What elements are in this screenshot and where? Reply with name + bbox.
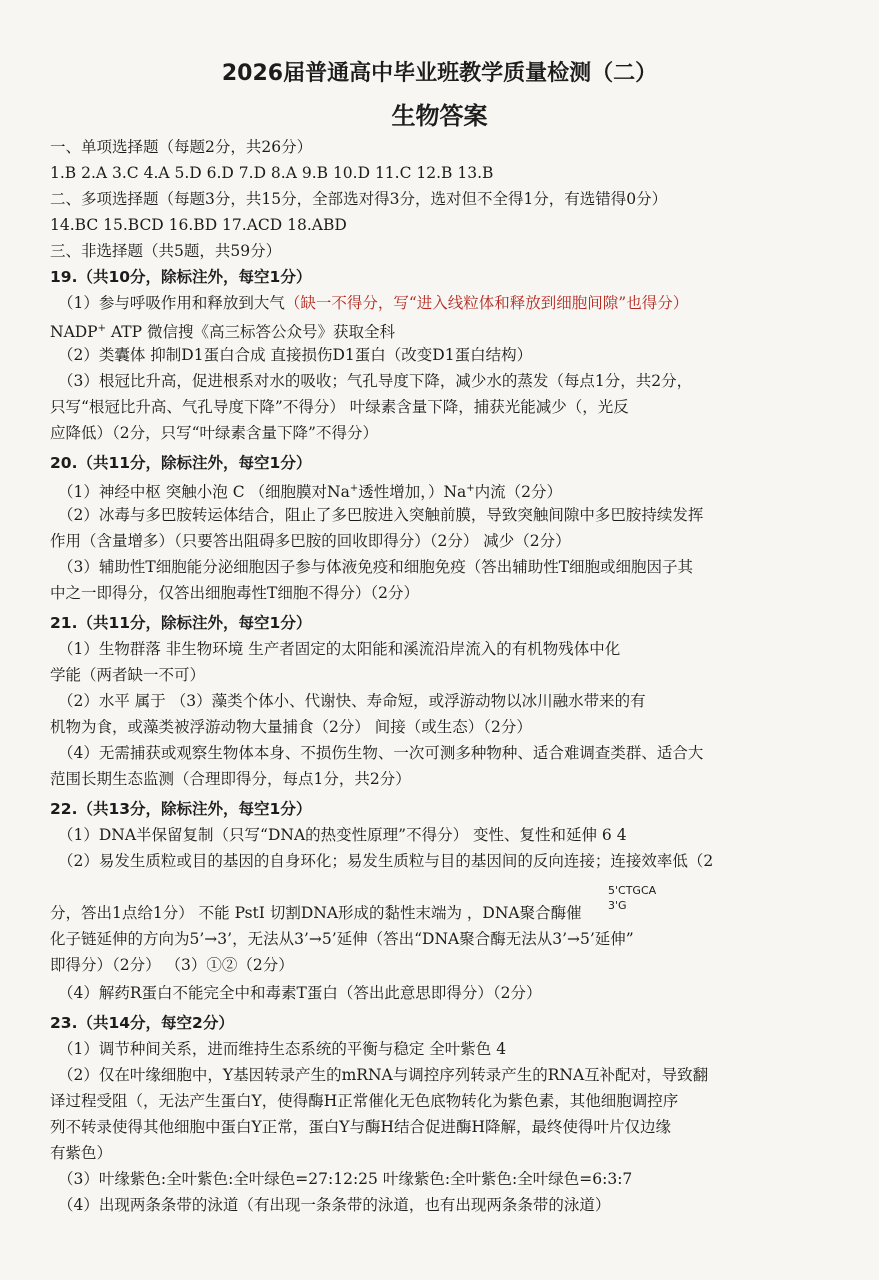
q19-atp-text: ATP 微信搜《高三标答公众号》获取全科 — [106, 323, 395, 342]
q23-line: 译过程受阻（，无法产生蛋白Y，使得酶H正常催化无色底物转化为紫色素，其他细胞调控序 — [50, 1092, 679, 1110]
q20-answer-1: （1）神经中枢 突触小泡 C （细胞膜对Na — [58, 483, 350, 502]
q19-line — [50, 318, 840, 343]
q22-line: 分，答出1点给1分） 不能 PstI 切割DNA形成的黏性末端为 ，DNA聚合酶催 — [50, 904, 582, 922]
q19-line: 应降低）（2分，只写“叶绿素含量下降”不得分） — [50, 424, 378, 442]
q22-line: （4）解药R蛋白不能完全中和毒素T蛋白（答出此意思即得分）（2分） — [58, 984, 542, 1002]
q20-heading: 20.（共11分，除标注外，每空1分） — [50, 454, 312, 472]
q21-line: （1）生物群落 非生物环境 生产者固定的太阳能和溪流沿岸流入的有机物残体中化 — [58, 640, 621, 658]
q20-line — [58, 478, 848, 503]
q20-line: 中之一即得分，仅答出细胞毒性T细胞不得分）（2分） — [50, 584, 419, 602]
section-1-answers: 1.B 2.A 3.C 4.A 5.D 6.D 7.D 8.A 9.B 10.D 11.C 12.B 13.B — [50, 164, 494, 182]
superscript-plus: + — [97, 323, 107, 334]
q21-line: 范围长期生态监测（合理即得分，每点1分，共2分） — [50, 770, 411, 788]
q23-line: （4）出现两条条带的泳道（有出现一条条带的泳道，也有出现两条条带的泳道） — [58, 1196, 611, 1214]
q20-line: （3）辅助性T细胞能分泌细胞因子参与体液免疫和细胞免疫（答出辅助性T细胞或细胞因子其 — [58, 558, 694, 576]
q23-line: 有紫色） — [50, 1144, 113, 1162]
page-subtitle: 生物答案 — [391, 102, 488, 130]
q22-line: （1）DNA半保留复制（只写“DNA的热变性原理”不得分） 变性、复性和延伸 6 4 — [58, 826, 627, 844]
fragment-bottom-strand: 3'G — [608, 899, 627, 912]
superscript-plus: + — [466, 483, 475, 494]
q22-line: 即得分）（2分） （3）①②（2分） — [50, 956, 294, 974]
q21-line: 机物为食，或藻类被浮游动物大量捕食（2分） 间接（或生态）（2分） — [50, 718, 532, 736]
q19-line: 只写“根冠比升高、气孔导度下降”不得分） 叶绿素含量下降，捕获光能减少（，光反 — [50, 398, 629, 416]
q21-heading: 21.（共11分，除标注外，每空1分） — [50, 614, 312, 632]
superscript-plus: + — [349, 483, 359, 494]
q23-line: （3）叶缘紫色:全叶紫色:全叶绿色=27:12:25 叶缘紫色:全叶紫色:全叶绿色=6:3:7 — [58, 1170, 633, 1188]
q19-red-note: （缺一不得分，写“进入线粒体和释放到细胞间隙”也得分） — [284, 294, 689, 312]
q20-answer-1b: 透性增加，）Na — [358, 483, 467, 502]
q21-line: 学能（两者缺一不可） — [50, 666, 206, 684]
section-2-heading: 二、多项选择题（每题3分，共15分，全部选对得3分，选对但不全得1分，有选错得0分） — [50, 190, 668, 208]
q21-line: （4）无需捕获或观察生物体本身、不损伤生物、一次可测多种物种、适合难调查类群、适合大 — [58, 744, 704, 762]
q22-line: （2）易发生质粒或目的基因的自身环化；易发生质粒与目的基因间的反向连接；连接效率低（2 — [58, 852, 714, 870]
q23-line: 列不转录使得其他细胞中蛋白Y正常，蛋白Y与酶H结合促进酶H降解，最终使得叶片仅边缘 — [50, 1118, 672, 1136]
q22-heading: 22.（共13分，除标注外，每空1分） — [50, 800, 312, 818]
q23-heading: 23.（共14分，每空2分） — [50, 1014, 234, 1032]
q23-line: （1）调节种间关系，进而维持生态系统的平衡与稳定 全叶紫色 4 — [58, 1040, 507, 1058]
section-1-heading: 一、单项选择题（每题2分，共26分） — [50, 138, 313, 156]
q22-line: 化子链延伸的方向为5’→3’，无法从3’→5’延伸（答出“DNA聚合酶无法从3’→5’延伸” — [50, 930, 634, 948]
q21-line: （2）水平 属于 （3）藻类个体小、代谢快、寿命短，或浮游动物以冰川融水带来的有 — [58, 692, 646, 710]
q19-line — [58, 292, 848, 314]
q20-line: 作用（含量增多）（只要答出阻碍多巴胺的回收即得分）（2分） 减少（2分） — [50, 532, 571, 550]
q19-line: （3）根冠比升高，促进根系对水的吸收；气孔导度下降，减少水的蒸发（每点1分，共2分， — [58, 372, 693, 390]
nadp-text: NADP — [50, 323, 98, 342]
q19-heading: 19.（共10分，除标注外，每空1分） — [50, 268, 312, 286]
q19-answer-1: （1）参与呼吸作用和释放到大气 — [58, 294, 285, 312]
q19-line: （2）类囊体 抑制D1蛋白合成 直接损伤D1蛋白（改变D1蛋白结构） — [58, 346, 533, 364]
fragment-top-strand: 5'CTGCA — [608, 884, 657, 897]
section-3-heading: 三、非选择题（共5题，共59分） — [50, 242, 282, 260]
q20-answer-1c: 内流（2分） — [474, 483, 563, 502]
section-2-answers: 14.BC 15.BCD 16.BD 17.ACD 18.ABD — [50, 216, 347, 234]
q20-line: （2）冰毒与多巴胺转运体结合，阻止了多巴胺进入突触前膜，导致突触间隙中多巴胺持续发挥 — [58, 506, 704, 524]
q23-line: （2）仅在叶缘细胞中，Y基因转录产生的mRNA与调控序列转录产生的RNA互补配对，导致翻 — [58, 1066, 709, 1084]
page-title: 2026届普通高中毕业班教学质量检测（二） — [221, 61, 658, 86]
